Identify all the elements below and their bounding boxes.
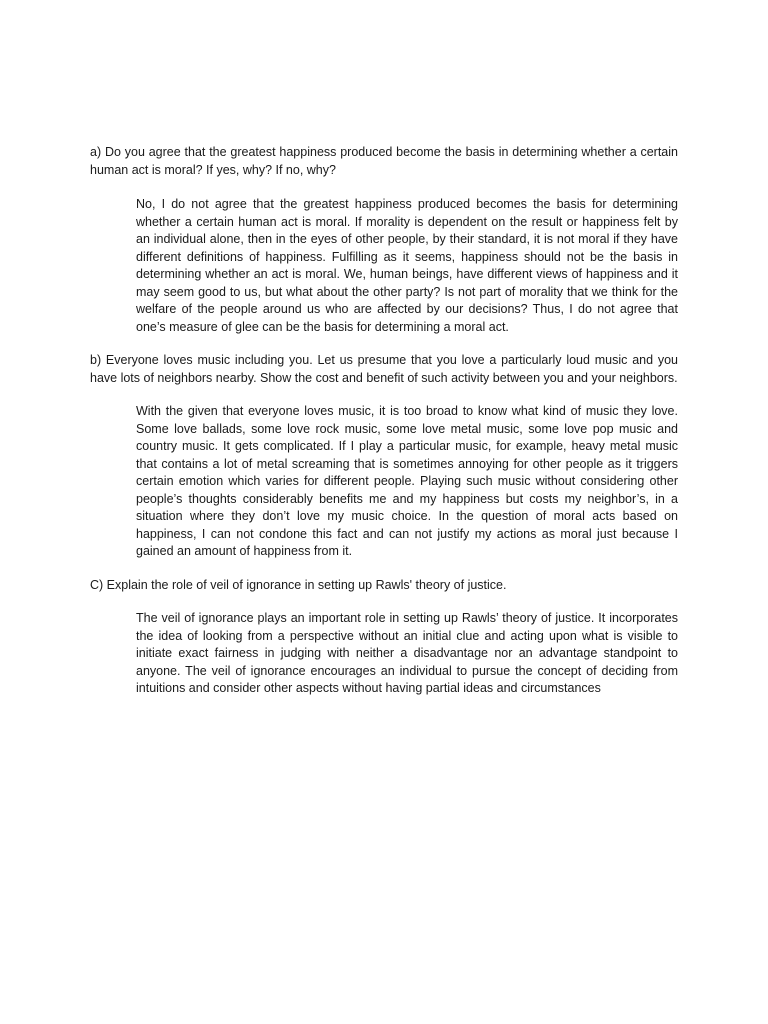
- question-c: C) Explain the role of veil of ignorance in setting up Rawls' theory of justice.: [90, 577, 507, 592]
- answer-c: The veil of ignorance plays an important role in setting up Rawls’ theory of justice. It incorporates the idea of looking from a perspective without an initial clue and acting upon what is visible to initiate exact fairness in judging with neither a disadvantage nor an advantage standpoint to anyone. The veil of ignorance encourages an individual to pursue the concept of deciding from intuitions and consider other aspects without having partial ideas and circumstances: [136, 611, 678, 695]
- answer-a: No, I do not agree that the greatest happiness produced becomes the basis for determining whether a certain human act is moral. If morality is dependent on the result or happiness felt by an individual alone, then in the eyes of other people, by their standard, it is not moral if they have different definitions of happiness. Fulfilling as it seems, happiness should not be the basis in determining whether an act is moral. We, human beings, have different views of happiness and it may seem good to us, but what about the other party? Is not part of morality that we think for the welfare of the people around us who are affected by our decisions? Thus, I do not agree that one’s measure of glee can be the basis for determining a moral act.: [136, 197, 678, 334]
- question-a: a) Do you agree that the greatest happiness produced become the basis in determining whether a certain human act is moral? If yes, why? If no, why?: [90, 145, 678, 177]
- answer-b: With the given that everyone loves music, it is too broad to know what kind of music they love. Some love ballads, some love rock music, some love metal music, some love pop music and country music. It gets complicated. If I play a particular music, for example, heavy metal music that contains a lot of metal screaming that is sometimes annoying for other people as it triggers certain emotion which varies for different people. Playing such music without considering other people’s thoughts considerably benefits me and my happiness but costs my neighbor’s, in a situation where they don’t love my music choice. In the question of moral acts based on happiness, I can not condone this fact and can not justify my actions as moral just because I gained an amount of happiness from it.: [136, 404, 678, 558]
- question-b: b) Everyone loves music including you. Let us presume that you love a particularly loud music and you have lots of neighbors nearby. Show the cost and benefit of such activity between you and your neighbors.: [90, 353, 678, 385]
